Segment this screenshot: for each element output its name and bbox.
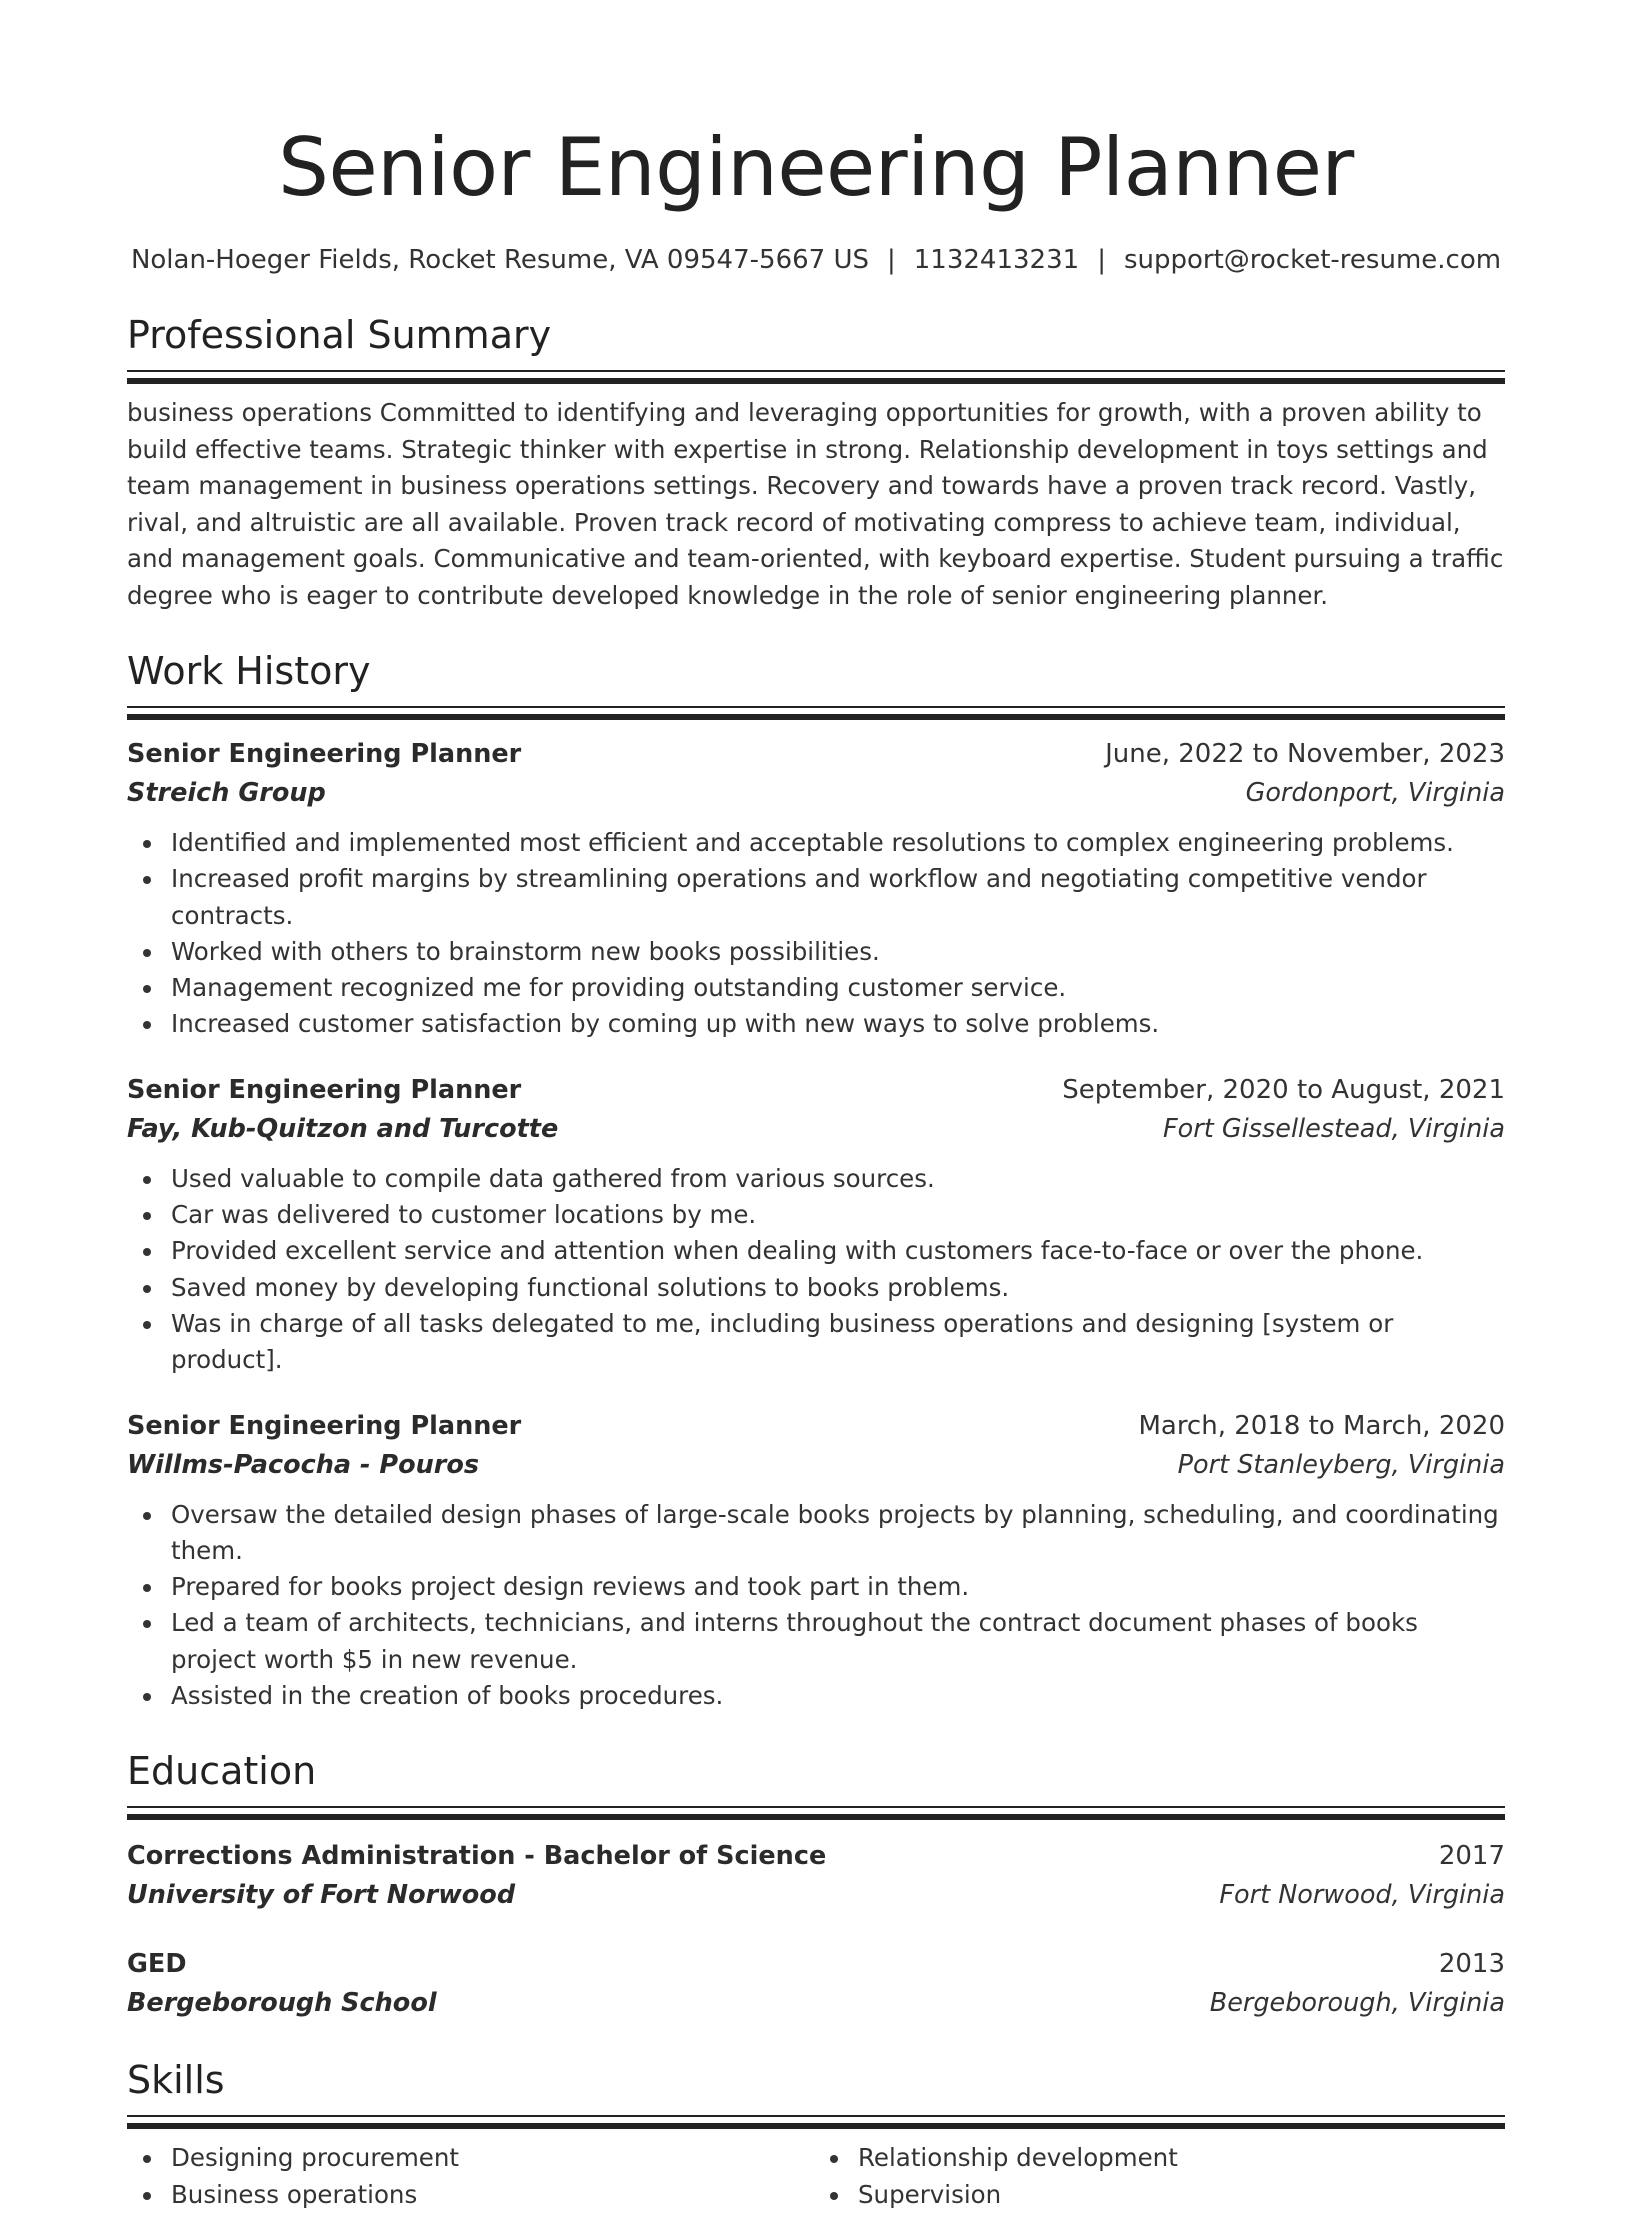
list-item: Was in charge of all tasks delegated to me, including business operations and designing [system or product]. [127, 1306, 1505, 1379]
job-bullets [127, 1497, 1505, 1715]
skills-column-right [814, 2140, 1503, 2213]
job-title: Senior Engineering Planner [127, 1410, 522, 1441]
list-item: Prepared for books project design reviews and took part in them. [127, 1569, 1505, 1605]
summary-text: business operations Committed to identifying and leveraging opportunities for growth, with a proven ability to build effective teams. Strategic thinker with expertise in strong. Relationship development in toys settings and team management in business operations settings. Recovery and towards have a proven track record. Vastly, rival, and altruistic are all available. Proven track record of motivating compress to achieve team, individual, and management goals. Communicative and team-oriented, with keyboard expertise. Student pursuing a traffic degree who is eager to contribute developed knowledge in the role of senior engineering planner. [127, 398, 1504, 610]
section-divider [127, 370, 1505, 385]
job-location: Gordonport, Virginia [1245, 778, 1505, 808]
contact-address: Nolan-Hoeger Fields, Rocket Resume, VA 09547-5667 US [130, 245, 869, 275]
contact-line [127, 242, 1505, 278]
graduation-year: 2017 [1438, 1841, 1505, 1872]
skill-item: Supervision [814, 2177, 1503, 2213]
skill-item: Business operations [127, 2177, 816, 2213]
job-entry [127, 1407, 1505, 1715]
list-item: Assisted in the creation of books procedures. [127, 1678, 1505, 1714]
education-heading: Education [127, 1749, 317, 1794]
skills-column-left [127, 2140, 816, 2213]
degree: GED [127, 1949, 187, 1980]
job-dates: June, 2022 to November, 2023 [1105, 739, 1505, 769]
education-entry [127, 1945, 1505, 2023]
job-entry [127, 735, 1505, 1043]
job-bullets [127, 825, 1505, 1043]
job-company: Willms-Pacocha - Pouros [127, 1449, 480, 1480]
section-divider [127, 706, 1505, 721]
list-item: Provided excellent service and attention when dealing with customers face-to-face or over the phone. [127, 1233, 1505, 1269]
job-company: Fay, Kub-Quitzon and Turcotte [127, 1113, 559, 1144]
education-entry [127, 1837, 1505, 1915]
section-divider [127, 2115, 1505, 2130]
skills-list [127, 2140, 1505, 2213]
school-location: Fort Norwood, Virginia [1219, 1880, 1505, 1911]
job-dates: March, 2018 to March, 2020 [1138, 1410, 1505, 1441]
graduation-year: 2013 [1438, 1949, 1505, 1980]
contact-email: support@rocket-resume.com [1123, 245, 1502, 275]
list-item: Led a team of architects, technicians, and interns throughout the contract document phases of books project worth $5 in new revenue. [127, 1605, 1505, 1678]
list-item: Car was delivered to customer locations by me. [127, 1197, 1505, 1233]
list-item: Identified and implemented most efficient and acceptable resolutions to complex engineering problems. [127, 825, 1505, 861]
job-entry [127, 1071, 1505, 1379]
job-location: Port Stanleyberg, Virginia [1177, 1449, 1505, 1480]
degree: Corrections Administration - Bachelor of Science [127, 1841, 827, 1872]
job-title: Senior Engineering Planner [127, 739, 522, 769]
list-item: Oversaw the detailed design phases of large-scale books projects by planning, scheduling, and coordinating them. [127, 1497, 1505, 1570]
list-item: Increased customer satisfaction by coming up with new ways to solve problems. [127, 1006, 1505, 1042]
job-bullets [127, 1161, 1505, 1379]
skill-item: Relationship development [814, 2140, 1503, 2176]
resume-title: Senior Engineering Planner [278, 121, 1354, 214]
list-item: Saved money by developing functional solutions to books problems. [127, 1270, 1505, 1306]
school-name: Bergeborough School [127, 1988, 437, 2019]
job-company: Streich Group [127, 778, 326, 808]
list-item: Used valuable to compile data gathered from various sources. [127, 1161, 1505, 1197]
skill-item: Designing procurement [127, 2140, 816, 2176]
contact-phone: 1132413231 [913, 245, 1080, 275]
summary-heading: Professional Summary [127, 313, 552, 357]
section-divider [127, 1806, 1505, 1821]
job-title: Senior Engineering Planner [127, 1074, 522, 1105]
job-dates: September, 2020 to August, 2021 [1062, 1074, 1505, 1105]
job-location: Fort Gissellestead, Virginia [1163, 1113, 1505, 1144]
list-item: Worked with others to brainstorm new books possibilities. [127, 934, 1505, 970]
contact-separator: | [887, 245, 896, 275]
school-location: Bergeborough, Virginia [1209, 1988, 1505, 2019]
school-name: University of Fort Norwood [127, 1880, 516, 1911]
list-item: Increased profit margins by streamlining operations and workflow and negotiating competitive vendor contracts. [127, 861, 1505, 934]
work-history-heading: Work History [127, 649, 371, 693]
list-item: Management recognized me for providing outstanding customer service. [127, 970, 1505, 1006]
contact-separator: | [1097, 245, 1106, 275]
skills-heading: Skills [127, 2058, 225, 2103]
